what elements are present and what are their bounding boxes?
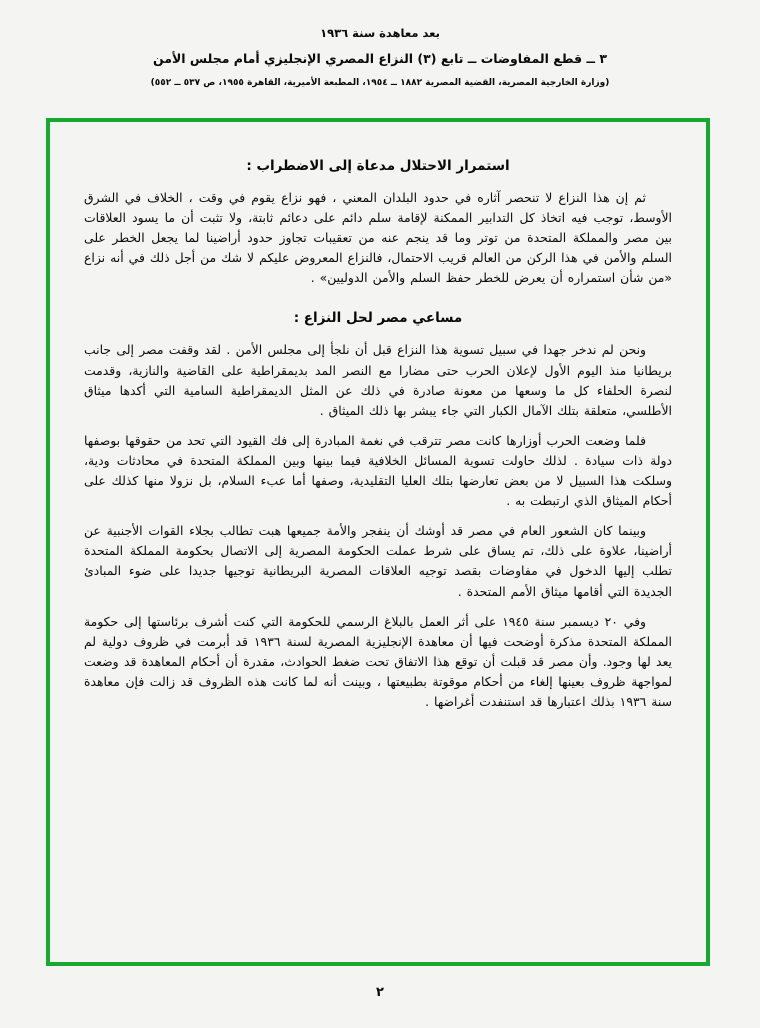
section-heading-1: استمرار الاحتلال مدعاة إلى الاضطراب : [246,158,510,174]
paragraph: ونحن لم ندخر جهدا في سبيل تسوية هذا النزاع قبل أن نلجأ إلى مجلس الأمن . لقد وقفت مصر إلى جانب بريطانيا منذ اليوم الأول لإعلان الحرب حتى مضارا مع النصر المد بديمقراطية على القاضية والنازية، وقدمت لنصرة الحلفاء كل ما وسعها من معونة صادرة في ذلك عن المثل الديمقراطية السامية التي أكدها ميثاق الأطلسي، متعلقة بتلك الآمال الكبار التي جاء يبشر بها ذلك الميثاق . [84,342,672,418]
section-heading-2: مساعي مصر لحل النزاع : [293,310,463,327]
content-body [50,122,706,962]
page-number: ٢ [376,985,384,1000]
header-source: (وزارة الخارجية المصرية، القضية المصرية ١٨٨٢ ــ ١٩٥٤، المطبعة الأميرية، القاهرة ١٩٥٥، ص ٥٣٧ ــ ٥٥٢) [150,78,610,88]
content-frame [46,118,710,966]
paragraph: ثم إن هذا النزاع لا تنحصر آثاره في حدود البلدان المعني ، فهو نزاع يقوم في وقت ، الخلاف في الشرق الأوسط، توجب فيه اتخاذ كل التدابير الممكنة لإقامة سلم دائم على دعائم ثابتة، ولا تثبت أن ما يسود العلاقات بين مصر والمملكة المتحدة من توتر وما قد ينجم عنه من تعقيبات تجاوز حدود أراضينا لما يجعل الخطر على السلم والأمن في هذا الركن من العالم قريب الاحتمال، فالنزاع المعروض عليكم لا شك من أجل ذلك في أنه نزاع «من شأن استمراره أن يعرض للخطر حفظ السلم والأمن الدوليين» . [84,190,672,286]
paragraph: فلما وضعت الحرب أوزارها كانت مصر تترقب في نغمة المبادرة إلى فك القيود التي تحد من حقوقها بوصفها دولة ذات سيادة . لذلك حاولت تسوية المسائل الخلافية فيما بينها وبين المملكة المتحدة في محادثات ودية، وسلكت هذا السبيل لا من بعض تعارضها بتلك العليا التقليدية، وصفها أما عبء السلام، بل نزولا منها كذلك على أحكام الميثاق الذي ارتبطت به . [84,432,672,509]
paragraph: وبينما كان الشعور العام في مصر قد أوشك أن ينفجر والأمة جميعها هبت تطالب بجلاء القوات الأجنبية عن أراضينا، علاوة على ذلك، تم يساق على شرط عملت الحكومة المصرية إلى الاتصال بحكومة المملكة المتحدة تطلب إليها الدخول في مفاوضات بقصد توجيه العلاقات المصرية البريطانية توجيها جديدا على ضوء المبادئ الجديدة التي أقامها ميثاق الأمم المتحدة . [84,523,672,599]
header-title: بعد معاهدة سنة ١٩٣٦ [320,26,440,40]
paragraph: وفي ٢٠ ديسمبر سنة ١٩٤٥ على أثر العمل بالبلاغ الرسمي للحكومة التي كنت أشرف برئاستها إلى حكومة المملكة المتحدة مذكرة أوضحت فيها أن معاهدة الإنجليزية المصرية لسنة ١٩٣٦ قد أبرمت في ظروف دولية لم يعد لها وجود. وأن مصر قد قبلت أن توقع هذا الاتفاق تحت ضغط الحوادث، مقدرة أن أحكام المعاهدة قد وضعت لمواجهة ظروف بعينها إلغاء من أحكام موقوتة بطبيعتها ، وبينت أنه لما كانت هذه الظروف قد زالت فإن معاهدة سنة ١٩٣٦ بذلك اعتبارها قد استنفدت أغراضها . [84,613,672,709]
header-subtitle: ٣ ــ قطع المفاوضات ــ تابع (٣) النزاع المصري الإنجليزي أمام مجلس الأمن [153,51,607,66]
page-header [0,0,760,88]
